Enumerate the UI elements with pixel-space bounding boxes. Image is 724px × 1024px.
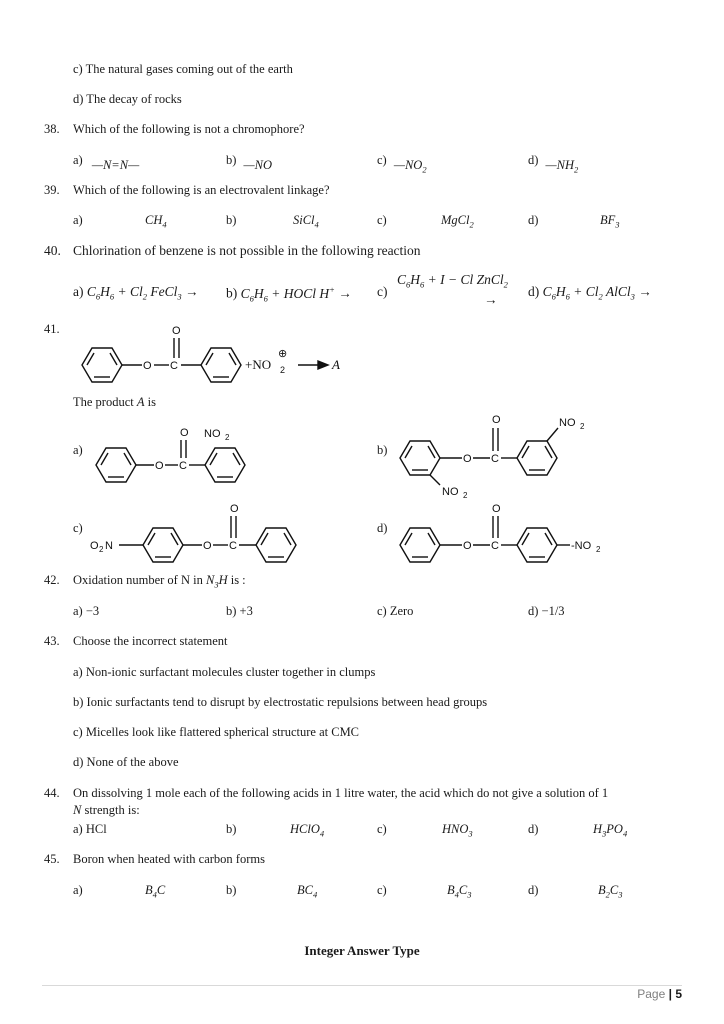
option-a-value: $B_4C$ (145, 883, 166, 900)
option-b-value: HClO$_4$ (290, 822, 325, 839)
svg-text:O: O (463, 453, 472, 465)
option-b-label: b) (226, 213, 237, 227)
option-d-label: d) (528, 883, 539, 897)
option-c-value: $B_4C_3$ (447, 883, 472, 900)
option-c-label: c) (73, 521, 83, 535)
page-label: Page (637, 987, 666, 1001)
svg-text:O: O (203, 540, 212, 552)
page-number: 5 (675, 987, 682, 1001)
product-prompt: The product A is (73, 395, 156, 409)
atom-o: O (143, 360, 152, 372)
page-footer (637, 987, 682, 1001)
option-b: b) —NO (226, 153, 273, 172)
svg-text:C: C (491, 540, 499, 552)
option-b-label: b) (226, 883, 237, 897)
option-b-value: $BC_4$ (297, 883, 318, 900)
svg-text:2: 2 (225, 433, 230, 442)
svg-text:2: 2 (580, 422, 585, 431)
option-c-label: c) (377, 284, 388, 299)
question-text: Oxidation number of N in $N_3H$ is : (73, 573, 246, 590)
option-a-value: $CH_4$ (145, 213, 167, 230)
option-a: a) Non-ionic surfactant molecules cluster together in clumps (73, 665, 376, 679)
svg-text:N: N (105, 540, 113, 552)
svg-text:C: C (229, 540, 237, 552)
question-number: 41. (44, 322, 60, 336)
option-d-label: d) (377, 521, 388, 535)
structure-option-d (396, 500, 616, 575)
svg-text:O: O (230, 503, 239, 515)
option-d-label: d) (528, 822, 539, 836)
question-number: 42. (44, 573, 60, 587)
option-d: d) −1/3 (528, 604, 565, 618)
option-c-reagents: $C_6H_6 + I - Cl$ ZnCl$_2$ (397, 272, 508, 290)
question-text: Chlorination of benzene is not possible in the following reaction (73, 243, 421, 258)
option-c-label: c) (377, 883, 387, 897)
question-text: Which of the following is an electrovalent linkage? (73, 183, 330, 197)
svg-text:NO: NO (442, 486, 459, 498)
question-text: Choose the incorrect statement (73, 634, 228, 648)
option-d-value: $BF_3$ (600, 213, 620, 230)
option-c: c) Zero (377, 604, 414, 618)
prev-option-c: c) The natural gases coming out of the earth (73, 62, 293, 76)
option-d: d) None of the above (73, 755, 179, 769)
option-b: b) $C_6H_6$ + HOCl H+ → (226, 284, 352, 304)
option-c-value: $HNO_3$ (442, 822, 473, 839)
option-c-label: c) (377, 822, 387, 836)
option-c: c) Micelles look like flattered spherical structure at CMC (73, 725, 360, 739)
product-letter: A (332, 357, 340, 372)
atom-c: C (170, 360, 178, 372)
nitronium-sub: 2 (280, 365, 286, 375)
svg-text:NO: NO (559, 417, 576, 429)
svg-text:O: O (492, 503, 501, 515)
structure-option-a (92, 420, 282, 495)
svg-text:C: C (179, 460, 187, 472)
reaction-structure (70, 320, 360, 390)
prev-option-d: d) The decay of rocks (73, 92, 182, 106)
option-c-value: MgCl$_2$ (441, 213, 474, 230)
nitronium: +NO (245, 357, 272, 372)
footer-divider (42, 985, 682, 986)
option-b-value: SiCl$_4$ (293, 213, 319, 230)
page-separator: | (668, 987, 672, 1001)
option-d: d) $C_6H_6 + Cl_2$ AlCl$_3$ → (528, 284, 652, 302)
svg-text:-NO: -NO (571, 540, 592, 552)
option-d-value: $B_2C_3$ (598, 883, 623, 900)
option-a: a) −3 (73, 604, 100, 618)
atom-o: O (172, 325, 181, 337)
option-b-label: b) (377, 443, 388, 457)
option-a: a) $C_6H_6 + Cl_2$ FeCl$_3$ → (73, 284, 199, 302)
question-text-line2: N strength is: (73, 803, 140, 817)
option-c-label: c) (377, 213, 387, 227)
question-text: Boron when heated with carbon forms (73, 852, 265, 866)
structure-option-c (88, 500, 318, 575)
svg-text:O: O (180, 427, 189, 439)
question-number: 43. (44, 634, 60, 648)
svg-text:O: O (155, 460, 164, 472)
question-text-line1: On dissolving 1 mole each of the following acids in 1 litre water, the acid which do not give a solution of 1 (73, 786, 609, 800)
svg-text:O: O (492, 414, 501, 426)
section-heading: Integer Answer Type (304, 943, 420, 958)
option-c: c) $—NO_2$ (377, 153, 427, 175)
svg-text:2: 2 (99, 545, 104, 554)
svg-text:2: 2 (596, 545, 601, 554)
svg-text:2: 2 (463, 491, 468, 500)
option-c-arrow: → (484, 292, 498, 307)
svg-text:NO: NO (204, 428, 221, 440)
option-a-label: a) (73, 213, 83, 227)
option-d: d) $—NH_2$ (528, 153, 579, 175)
question-number: 44. (44, 786, 60, 800)
option-a: a) HCl (73, 822, 107, 836)
option-d-label: d) (528, 213, 539, 227)
option-d-value: $H_3PO_4$ (593, 822, 628, 839)
question-number: 40. (44, 243, 61, 258)
charge-symbol: ⊕ (278, 348, 288, 360)
question-number: 39. (44, 183, 60, 197)
svg-text:C: C (491, 453, 499, 465)
option-b: b) Ionic surfactants tend to disrupt by electrostatic repulsions between head groups (73, 695, 488, 709)
option-b-label: b) (226, 822, 237, 836)
option-a-label: a) (73, 443, 83, 457)
svg-text:O: O (463, 540, 472, 552)
structure-option-b (396, 410, 596, 500)
question-number: 45. (44, 852, 60, 866)
option-a: a) —N=N— (73, 153, 140, 172)
question-number: 38. (44, 122, 60, 136)
option-a-label: a) (73, 883, 83, 897)
question-text: Which of the following is not a chromophore? (73, 122, 305, 136)
svg-text:O: O (90, 540, 99, 552)
option-b: b) +3 (226, 604, 253, 618)
